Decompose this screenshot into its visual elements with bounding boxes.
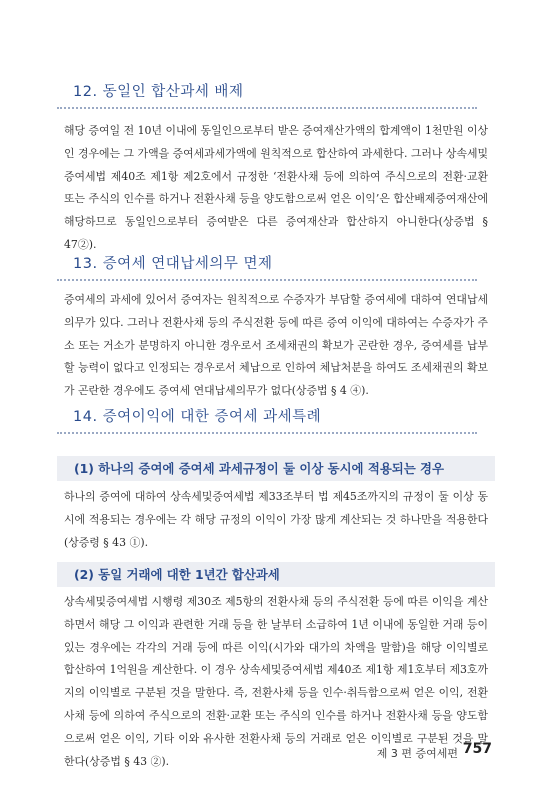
- section-12-paragraph: 해당 증여일 전 10년 이내에 동일인으로부터 받은 증여재산가액의 합계액이 1천만원 이상인 경우에는 그 가액을 증여세과세가액에 원칙적으로 합산하여 과세한다. 그러나 상속세및증여세법 제40조 제1항 제2호에서 규정한 ‘전환사채 등에 의하여 주식으로의 전환·교환 또는 주식의 인수를 하거나 전환사채 등을 양도함으로써 얻은 이익’은 합산배제증여재산에 해당하므로 동일인으로부터 증여받은 다른 증여재산과 합산하지 아니한다(상증법 § 47②).: [64, 124, 488, 251]
- section-heading-13: [57, 248, 477, 281]
- section-13-paragraph: 증여세의 과세에 있어서 증여자는 원칙적으로 수증자가 부담할 증여세에 대하여 연대납세의무가 있다. 그러나 전환사채 등의 주식전환 등에 따른 증여 이익에 대하여는 수증자가 주소 또는 거소가 분명하지 아니한 경우로서 조세채권의 확보가 곤란한 경우, 증여세를 납부할 능력이 없다고 인정되는 경우로서 체납으로 인하여 체납처분을 하여도 조세채권의 확보가 곤란한 경우에도 증여세 연대납세의무가 없다(상증법 § 4 ④).: [64, 293, 488, 398]
- section-heading-14-text: 14. 증여이익에 대한 증여세 과세특례: [73, 409, 322, 425]
- subsection-1-paragraph: 하나의 증여에 대하여 상속세및증여세법 제33조부터 법 제45조까지의 규정이 둘 이상 동시에 적용되는 경우에는 각 해당 규정의 이익이 가장 많게 계산되는 것 하나만을 적용한다(상증령 § 43 ①).: [64, 490, 488, 549]
- section-heading-12-text: 12. 동일인 합산과세 배제: [73, 84, 244, 100]
- page-number: 757: [462, 741, 492, 757]
- section-heading-13-text: 13. 증여세 연대납세의무 면제: [73, 256, 273, 272]
- section-heading-14: [57, 401, 477, 434]
- subsection-heading-1: (1) 하나의 증여에 증여세 과세규정이 둘 이상 동시에 적용되는 경우: [57, 456, 495, 481]
- subsection-heading-2: (2) 동일 거래에 대한 1년간 합산과세: [57, 562, 495, 587]
- section-heading-12: [57, 76, 477, 109]
- subsection-2-paragraph: 상속세및증여세법 시행령 제30조 제5항의 전환사채 등의 주식전환 등에 따른 이익을 계산하면서 해당 그 이익과 관련한 거래 등을 한 날부터 소급하여 1년 이내에 동일한 거래 등이 있는 경우에는 각각의 거래 등에 따른 이익(시가와 대가의 차액을 말함)을 해당 이익별로 합산하여 1억원을 계산한다. 이 경우 상속세및증여세법 제40조 제1항 제1호부터 제3호까지의 이익별로 구분된 것을 말한다. 즉, 전환사채 등을 인수·취득함으로써 얻은 이익, 전환사채 등에 의하여 주식으로의 전환·교환 또는 주식의 인수를 하거나 전환사채 등을 양도함으로써 얻은 이익, 기타 이와 유사한 전환사채 등의 거래로 얻은 이익별로 구분된 것을 말한다(상증법 § 43 ②).: [64, 595, 488, 768]
- footer-chapter-label: 제 3 편 증여세편: [376, 747, 458, 760]
